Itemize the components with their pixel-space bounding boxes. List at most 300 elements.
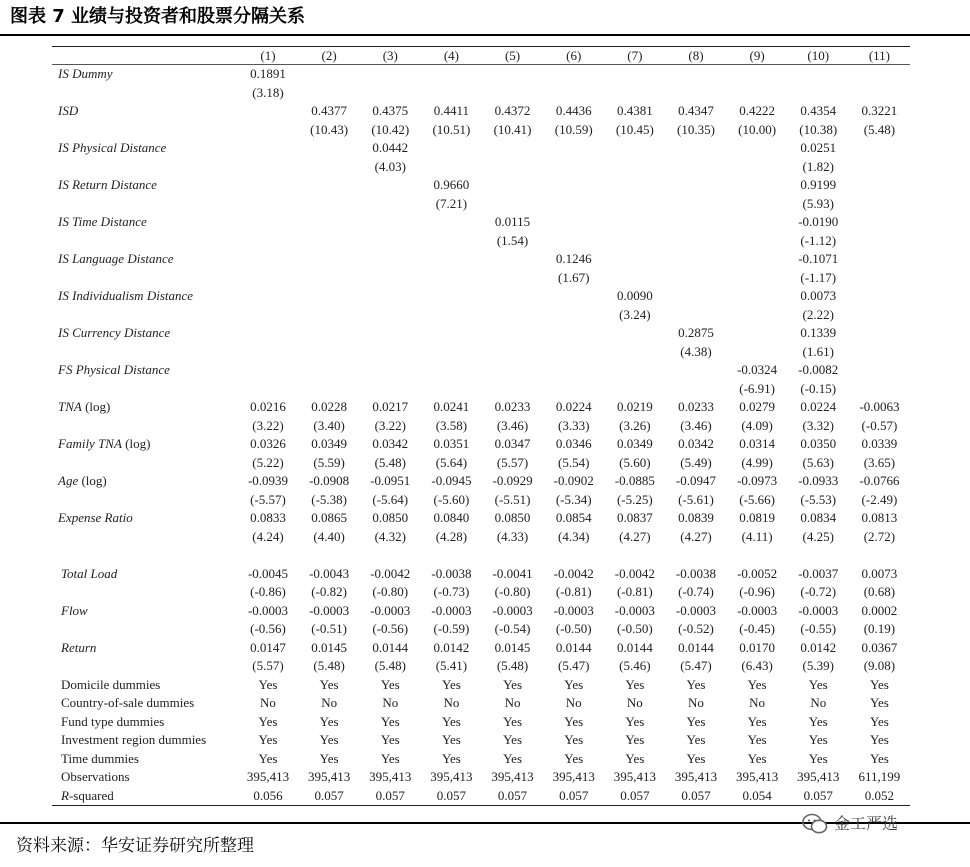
tstat-cell — [543, 232, 604, 251]
tstat-cell — [482, 380, 543, 399]
coef-cell: -0.0037 — [798, 565, 839, 581]
tstat-cell — [727, 195, 788, 214]
coef-cell — [849, 65, 910, 84]
stat-cell: Yes — [625, 713, 645, 729]
coef-cell — [543, 65, 604, 84]
column-header: (9) — [727, 47, 788, 65]
tstat-cell: (5.57) — [496, 454, 529, 470]
coef-cell: -0.0038 — [675, 565, 717, 581]
stat-cell: No — [688, 695, 704, 710]
tstat-cell — [482, 269, 543, 288]
row-label-blank — [52, 158, 237, 177]
stat-cell: Yes — [869, 676, 889, 692]
coef-cell: 0.0351 — [433, 436, 470, 451]
tstat-cell — [543, 158, 604, 177]
coef-cell: 0.1891 — [250, 66, 286, 81]
coef-row — [52, 324, 910, 343]
coef-cell: -0.0902 — [553, 473, 594, 488]
tstat-cell: (-5.57) — [250, 491, 286, 507]
tstat-cell: (1.54) — [496, 232, 529, 248]
coef-cell: -0.0003 — [309, 602, 350, 618]
coef-cell — [604, 139, 665, 158]
coef-cell — [360, 250, 421, 269]
row-label — [52, 435, 237, 454]
coef-cell: -0.0003 — [492, 602, 533, 618]
tstat-cell — [543, 380, 604, 399]
variable-name: TNA — [58, 399, 82, 414]
coef-row — [52, 472, 910, 491]
tstat-cell: (-0.72) — [800, 584, 837, 599]
coef-cell: -0.0041 — [492, 565, 533, 581]
tstat-cell — [665, 158, 726, 177]
row-label-blank — [52, 454, 237, 473]
tstat-cell: (-5.34) — [555, 491, 592, 507]
coef-cell — [299, 250, 360, 269]
tstat-cell: (10.00) — [738, 121, 777, 137]
stat-cell: Yes — [441, 676, 461, 692]
tstat-cell — [665, 380, 726, 399]
coef-row — [52, 435, 910, 454]
tstat-cell — [604, 84, 665, 103]
row-label — [52, 102, 237, 121]
coef-cell — [360, 361, 421, 380]
stat-cell: Yes — [564, 750, 584, 766]
coef-cell: 0.0813 — [861, 510, 898, 525]
column-header: (1) — [237, 47, 298, 65]
tstat-cell: (-0.45) — [739, 621, 775, 636]
stat-cell: Yes — [625, 676, 645, 692]
tstat-cell — [665, 306, 726, 325]
coef-cell — [604, 361, 665, 380]
tstat-cell: (10.38) — [799, 121, 838, 137]
coef-cell — [360, 324, 421, 343]
tstat-row — [52, 417, 910, 436]
stat-cell: Yes — [869, 713, 889, 729]
coef-cell — [543, 287, 604, 306]
tstat-row — [52, 620, 910, 639]
coef-cell: -0.0042 — [614, 565, 655, 581]
coef-cell: -0.0885 — [614, 473, 655, 488]
tstat-cell: (-0.81) — [616, 584, 653, 599]
stat-cell: Yes — [686, 750, 706, 766]
coef-cell — [237, 139, 298, 158]
tstat-cell: (10.51) — [432, 121, 471, 137]
tstat-cell: (5.57) — [252, 658, 284, 673]
variable-name: ISD — [58, 103, 79, 118]
stat-cell: 395,413 — [613, 769, 656, 784]
tstat-cell: (5.46) — [619, 658, 651, 673]
coef-cell — [727, 139, 788, 158]
tstat-cell — [360, 343, 421, 362]
tstat-cell — [360, 306, 421, 325]
tstat-cell: (5.60) — [619, 454, 651, 470]
stat-cell: Yes — [625, 750, 645, 766]
tstat-cell: (4.28) — [435, 528, 468, 544]
column-header: (11) — [849, 47, 910, 65]
coef-cell — [727, 250, 788, 269]
coef-cell: -0.0042 — [553, 565, 594, 581]
stat-cell: Yes — [441, 713, 461, 729]
coef-cell — [727, 213, 788, 232]
stat-cell: Yes — [258, 676, 278, 692]
stat-cell: 395,413 — [246, 769, 290, 784]
tstat-cell: (-6.91) — [739, 380, 775, 396]
coef-cell — [360, 176, 421, 195]
spacer-row — [52, 546, 910, 565]
stat-cell: No — [260, 695, 276, 710]
stat-cell: 0.057 — [543, 787, 604, 806]
tstat-row — [52, 269, 910, 288]
coef-cell — [604, 250, 665, 269]
title-rule — [0, 34, 970, 36]
stat-cell: Yes — [747, 732, 767, 747]
stat-row — [52, 768, 910, 787]
tstat-cell — [237, 121, 298, 140]
coef-cell: 0.0840 — [433, 510, 470, 525]
tstat-cell — [482, 158, 543, 177]
coef-cell: 0.1339 — [800, 325, 837, 340]
coef-cell: 0.9660 — [433, 177, 470, 192]
tstat-cell: (5.47) — [557, 658, 590, 673]
stat-cell: Yes — [441, 750, 461, 766]
tstat-cell — [543, 195, 604, 214]
tstat-cell: (10.45) — [615, 121, 654, 137]
coef-cell: -0.0003 — [614, 602, 655, 618]
coef-cell: 0.0142 — [433, 639, 470, 655]
tstat-cell: (-0.50) — [555, 621, 592, 636]
coef-cell: -0.0003 — [370, 602, 411, 618]
coef-cell — [237, 324, 298, 343]
tstat-cell: (-0.96) — [739, 584, 775, 599]
tstat-cell — [727, 158, 788, 177]
regression-table-body — [52, 47, 910, 806]
stat-cell: Yes — [380, 750, 400, 766]
coef-cell: -0.0042 — [370, 565, 411, 581]
stat-cell: Yes — [869, 732, 889, 747]
coef-cell: 0.0073 — [800, 288, 837, 303]
coef-cell: 0.0839 — [678, 510, 714, 525]
stat-label — [52, 787, 237, 806]
tstat-cell: (-0.57) — [861, 417, 898, 433]
tstat-cell: (5.48) — [496, 658, 529, 673]
row-label-blank — [52, 343, 237, 362]
coef-cell: 0.0170 — [739, 639, 775, 655]
row-label-blank — [52, 306, 237, 325]
tstat-cell — [237, 343, 298, 362]
coef-cell: -0.0003 — [675, 602, 717, 618]
tstat-cell — [665, 269, 726, 288]
tstat-cell — [482, 195, 543, 214]
tstat-cell: (7.21) — [435, 195, 468, 211]
stat-cell: Yes — [319, 713, 339, 729]
coef-cell: -0.0945 — [431, 473, 472, 488]
coef-cell: 0.0224 — [555, 399, 592, 414]
coef-cell: 0.0850 — [372, 510, 409, 525]
tstat-cell: (5.48) — [374, 454, 406, 470]
coef-cell: 0.0279 — [739, 399, 775, 414]
stat-suffix: -squared — [68, 787, 114, 803]
column-header: (7) — [604, 47, 665, 65]
row-label-blank — [52, 417, 237, 436]
tstat-cell: (-5.53) — [800, 491, 837, 507]
coef-cell — [482, 287, 543, 306]
tstat-cell: (5.48) — [374, 658, 406, 673]
coef-cell — [482, 250, 543, 269]
coef-cell — [604, 65, 665, 84]
tstat-cell — [360, 232, 421, 251]
coef-cell — [299, 324, 360, 343]
coef-cell: -0.0973 — [737, 473, 778, 488]
variable-suffix: (log) — [81, 399, 111, 414]
coef-cell — [727, 324, 788, 343]
tstat-cell — [543, 343, 604, 362]
tstat-cell: (6.43) — [741, 658, 773, 673]
wechat-icon — [802, 813, 828, 835]
variable-name: IS Individualism Distance — [58, 288, 194, 303]
row-label-blank — [52, 620, 237, 639]
coef-cell: -0.0003 — [431, 602, 472, 618]
coef-cell: 0.0115 — [494, 214, 531, 229]
tstat-cell: (3.58) — [435, 417, 468, 433]
coef-cell — [727, 176, 788, 195]
coef-cell — [237, 361, 298, 380]
coef-row — [52, 398, 910, 417]
row-label — [52, 398, 237, 417]
coef-cell — [665, 250, 726, 269]
tstat-cell: (2.72) — [863, 528, 896, 544]
row-label — [52, 287, 237, 306]
column-header: (5) — [482, 47, 543, 65]
row-label — [52, 65, 237, 84]
coef-cell — [604, 176, 665, 195]
tstat-row — [52, 528, 910, 547]
coef-cell — [237, 176, 298, 195]
coef-cell — [604, 213, 665, 232]
coef-cell: 0.0367 — [861, 639, 898, 655]
coef-cell — [665, 176, 726, 195]
tstat-cell — [727, 269, 788, 288]
coef-cell: 0.4222 — [739, 103, 775, 118]
tstat-cell — [604, 195, 665, 214]
stat-name: Investment region dummies — [61, 732, 207, 747]
coef-row — [52, 250, 910, 269]
stat-cell: Yes — [686, 676, 706, 692]
coef-cell — [482, 361, 543, 380]
stat-cell: No — [565, 695, 582, 710]
tstat-cell — [299, 380, 360, 399]
coef-cell — [299, 287, 360, 306]
coef-cell: 0.0217 — [372, 399, 409, 414]
tstat-cell: (-0.80) — [494, 584, 531, 599]
coef-cell — [299, 139, 360, 158]
figure-title: 图表 7 业绩与投资者和股票分隔关系 — [10, 6, 306, 27]
coef-cell: 0.0090 — [616, 288, 653, 303]
tstat-cell: (4.11) — [741, 528, 773, 544]
stat-cell: 0.054 — [727, 787, 788, 806]
coef-cell — [482, 65, 543, 84]
stat-cell: 395,413 — [674, 769, 718, 784]
row-label — [52, 509, 237, 528]
tstat-cell: (-0.55) — [800, 621, 837, 636]
stat-cell: Yes — [258, 750, 278, 766]
coef-cell — [543, 361, 604, 380]
row-label-blank — [52, 491, 237, 510]
tstat-cell: (4.40) — [313, 528, 345, 544]
coef-cell — [665, 361, 726, 380]
tstat-cell: (-0.86) — [250, 584, 286, 599]
coef-cell — [849, 213, 910, 232]
tstat-cell: (-0.54) — [494, 621, 531, 636]
tstat-cell — [421, 380, 482, 399]
stat-cell: 0.057 — [299, 787, 360, 806]
coef-cell: 0.0346 — [555, 436, 592, 451]
coef-cell: 0.0339 — [861, 436, 898, 451]
tstat-cell: (3.18) — [252, 84, 284, 100]
tstat-cell — [604, 232, 665, 251]
coef-row — [52, 361, 910, 380]
tstat-cell: (3.46) — [496, 417, 529, 433]
variable-name: IS Currency Distance — [58, 325, 171, 340]
tstat-cell — [482, 343, 543, 362]
stat-cell: Yes — [564, 676, 584, 692]
coef-row — [52, 509, 910, 528]
coef-cell — [421, 361, 482, 380]
coef-row — [52, 139, 910, 158]
tstat-cell: (10.41) — [493, 121, 532, 137]
coef-cell: 0.0442 — [372, 140, 409, 155]
coef-cell: 0.0216 — [250, 399, 286, 414]
tstat-cell: (3.33) — [557, 417, 590, 433]
stat-cell: Yes — [808, 676, 828, 692]
stat-cell: Yes — [380, 713, 400, 729]
stat-cell: No — [504, 695, 521, 710]
stat-label — [52, 676, 237, 695]
coef-row — [52, 176, 910, 195]
tstat-cell — [849, 343, 910, 362]
coef-cell — [665, 139, 726, 158]
tstat-cell: (-5.61) — [678, 491, 714, 507]
row-label — [52, 176, 237, 195]
stat-row — [52, 750, 910, 769]
coef-cell: 0.2875 — [678, 325, 714, 340]
tstat-cell — [421, 84, 482, 103]
tstat-cell: (10.59) — [554, 121, 593, 137]
tstat-row — [52, 657, 910, 676]
stat-cell: 0.057 — [360, 787, 421, 806]
coef-cell: -0.1071 — [798, 251, 839, 266]
row-label — [52, 639, 237, 658]
coef-cell: 0.3221 — [861, 103, 898, 118]
tstat-cell: (-5.60) — [433, 491, 470, 507]
stat-label — [52, 750, 237, 769]
tstat-cell — [299, 269, 360, 288]
tstat-cell — [665, 84, 726, 103]
coef-cell — [299, 176, 360, 195]
tstat-cell: (0.19) — [863, 621, 896, 636]
tstat-cell: (3.32) — [802, 417, 834, 433]
stat-cell: No — [810, 695, 827, 710]
variable-name: IS Return Distance — [58, 177, 157, 192]
stat-cell: Yes — [808, 713, 828, 729]
tstat-cell: (-0.59) — [433, 621, 470, 636]
stat-cell: Yes — [258, 713, 278, 729]
coef-cell: 0.0142 — [800, 639, 837, 655]
stat-cell: Yes — [747, 713, 767, 729]
coef-cell: -0.0063 — [859, 399, 900, 414]
coef-cell: 0.0854 — [555, 510, 592, 525]
variable-name: Flow — [61, 602, 88, 618]
tstat-cell — [299, 232, 360, 251]
coef-cell — [543, 139, 604, 158]
coef-cell: 0.0002 — [861, 602, 898, 618]
tstat-cell — [604, 269, 665, 288]
tstat-cell: (-1.17) — [800, 269, 837, 285]
coef-cell — [360, 213, 421, 232]
coef-cell — [421, 139, 482, 158]
tstat-cell: (5.41) — [435, 658, 468, 673]
stat-label — [52, 731, 237, 750]
stat-cell: No — [443, 695, 460, 710]
tstat-cell — [421, 232, 482, 251]
coef-cell — [421, 287, 482, 306]
tstat-cell: (3.46) — [680, 417, 712, 433]
tstat-cell: (4.99) — [741, 454, 773, 470]
tstat-cell: (-0.52) — [678, 621, 714, 636]
tstat-row — [52, 121, 910, 140]
coef-cell — [237, 102, 298, 121]
coef-cell: -0.0003 — [798, 602, 839, 618]
tstat-cell: (3.22) — [374, 417, 406, 433]
coef-cell — [360, 65, 421, 84]
tstat-row — [52, 195, 910, 214]
coef-cell: 0.0834 — [800, 510, 837, 525]
tstat-cell: (3.24) — [619, 306, 651, 322]
coef-cell: -0.0766 — [859, 473, 900, 488]
tstat-cell — [604, 343, 665, 362]
coef-cell: 0.0251 — [800, 140, 837, 155]
variable-name: IS Language Distance — [58, 251, 174, 266]
coef-cell: 0.0073 — [861, 565, 898, 581]
coef-cell — [360, 287, 421, 306]
row-label-blank — [52, 528, 237, 547]
tstat-cell — [360, 195, 421, 214]
stat-row — [52, 787, 910, 806]
tstat-cell — [604, 380, 665, 399]
coef-cell: -0.0324 — [737, 362, 778, 377]
coef-cell: 0.0342 — [372, 436, 409, 451]
tstat-cell — [849, 84, 910, 103]
tstat-cell — [237, 306, 298, 325]
stat-cell: Yes — [564, 732, 584, 747]
stat-name: Domicile dummies — [61, 676, 161, 692]
wechat-logo — [802, 810, 962, 838]
coef-row — [52, 287, 910, 306]
coef-cell: 0.0342 — [678, 436, 714, 451]
coef-cell: 0.4347 — [678, 103, 714, 118]
tstat-cell: (5.48) — [863, 121, 896, 137]
tstat-cell: (4.24) — [252, 528, 284, 544]
stat-row — [52, 713, 910, 732]
coef-cell — [421, 65, 482, 84]
row-label-blank — [52, 195, 237, 214]
tstat-cell: (-5.66) — [739, 491, 775, 507]
tstat-cell: (3.65) — [863, 454, 896, 470]
coef-cell — [849, 361, 910, 380]
tstat-row — [52, 84, 910, 103]
tstat-cell: (5.59) — [313, 454, 345, 470]
variable-suffix: (log) — [121, 436, 151, 451]
tstat-row — [52, 306, 910, 325]
